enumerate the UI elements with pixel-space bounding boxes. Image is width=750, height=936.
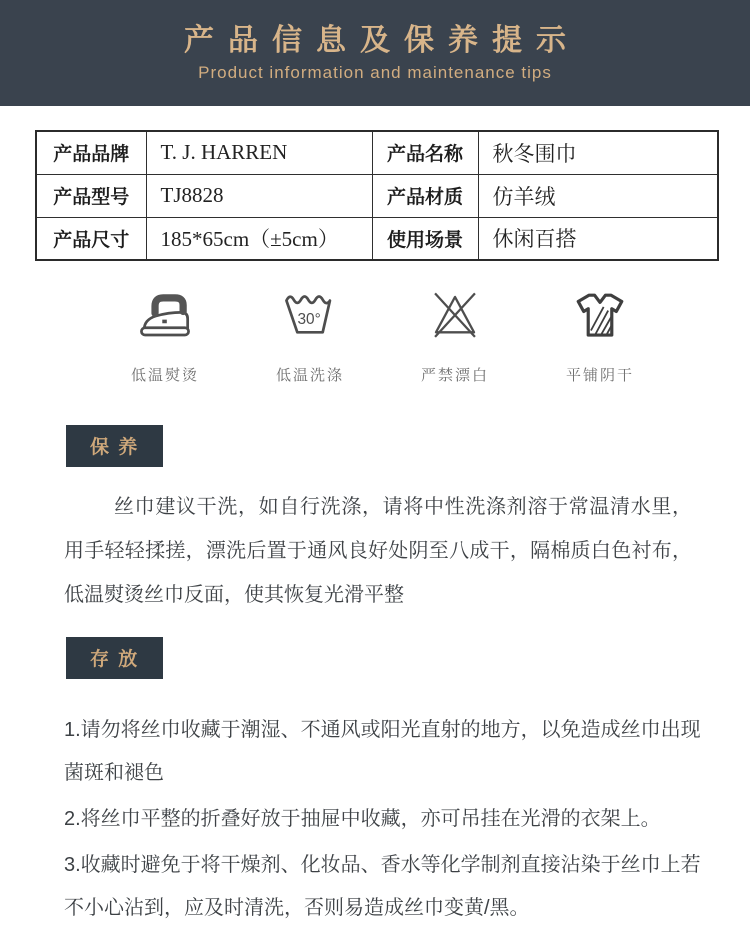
- care-item-no-bleach: [395, 287, 515, 385]
- table-row: [36, 217, 718, 260]
- care-label: 严禁漂白: [420, 367, 489, 384]
- table-row: [36, 131, 718, 174]
- cell-brand-value: T. J. HARREN: [146, 131, 372, 174]
- header-banner: [0, 0, 750, 106]
- page-title: 产品信息及保养提示: [184, 24, 580, 57]
- care-label: 低温洗涤: [275, 367, 344, 384]
- storage-section: [0, 617, 750, 930]
- cell-size-label: 产品尺寸: [36, 217, 146, 260]
- dry-flat-icon: [571, 287, 629, 350]
- wash-30-icon: [281, 287, 339, 350]
- care-label: 低温熨烫: [130, 367, 199, 384]
- wash-temp-label: 30°: [297, 311, 321, 329]
- cell-model-value: TJ8828: [146, 174, 372, 217]
- storage-item: 2.将丝巾平整的折叠好放于抽屉中收藏，亦可吊挂在光滑的衣架上。: [64, 808, 661, 830]
- cell-model-label: 产品型号: [36, 174, 146, 217]
- storage-list: [64, 709, 704, 930]
- storage-item: 3.收藏时避免于将干燥剂、化妆品、香水等化学制剂直接沾染于丝巾上若不小心沾到，应及时清洗，否则易造成丝巾变黄/黑。: [64, 854, 701, 919]
- maintenance-text: 丝巾建议干洗，如自行洗涤，请将中性洗涤剂溶于常温清水里，用手轻轻揉搓，漂洗后置于通风良好处阴至八成干，隔棉质白色衬布，低温熨烫丝巾反面，使其恢复光滑平整: [64, 496, 692, 606]
- care-label: 平铺阴干: [565, 367, 634, 384]
- storage-badge: 存 放: [66, 637, 163, 679]
- care-item-iron: [105, 287, 225, 385]
- no-bleach-icon: [426, 287, 484, 350]
- maintenance-badge: 保 养: [66, 425, 163, 467]
- storage-item: 1.请勿将丝巾收藏于潮湿、不通风或阳光直射的地方，以免造成丝巾出现菌斑和褪色: [64, 719, 701, 784]
- cell-material-label: 产品材质: [372, 174, 478, 217]
- cell-scene-label: 使用场景: [372, 217, 478, 260]
- care-item-dry-flat: [540, 287, 660, 385]
- iron-icon: [136, 287, 194, 350]
- cell-material-value: 仿羊绒: [478, 174, 718, 217]
- cell-scene-value: 休闲百搭: [478, 217, 718, 260]
- cell-size-value: 185*65cm（±5cm）: [146, 217, 372, 260]
- cell-name-label: 产品名称: [372, 131, 478, 174]
- page-subtitle: Product information and maintenance tips: [198, 63, 552, 82]
- maintenance-section: [0, 385, 750, 617]
- cell-brand-label: 产品品牌: [36, 131, 146, 174]
- care-item-wash: [250, 287, 370, 385]
- table-row: [36, 174, 718, 217]
- care-symbols-row: [105, 287, 660, 385]
- product-info-table: [35, 130, 719, 261]
- cell-name-value: 秋冬围巾: [478, 131, 718, 174]
